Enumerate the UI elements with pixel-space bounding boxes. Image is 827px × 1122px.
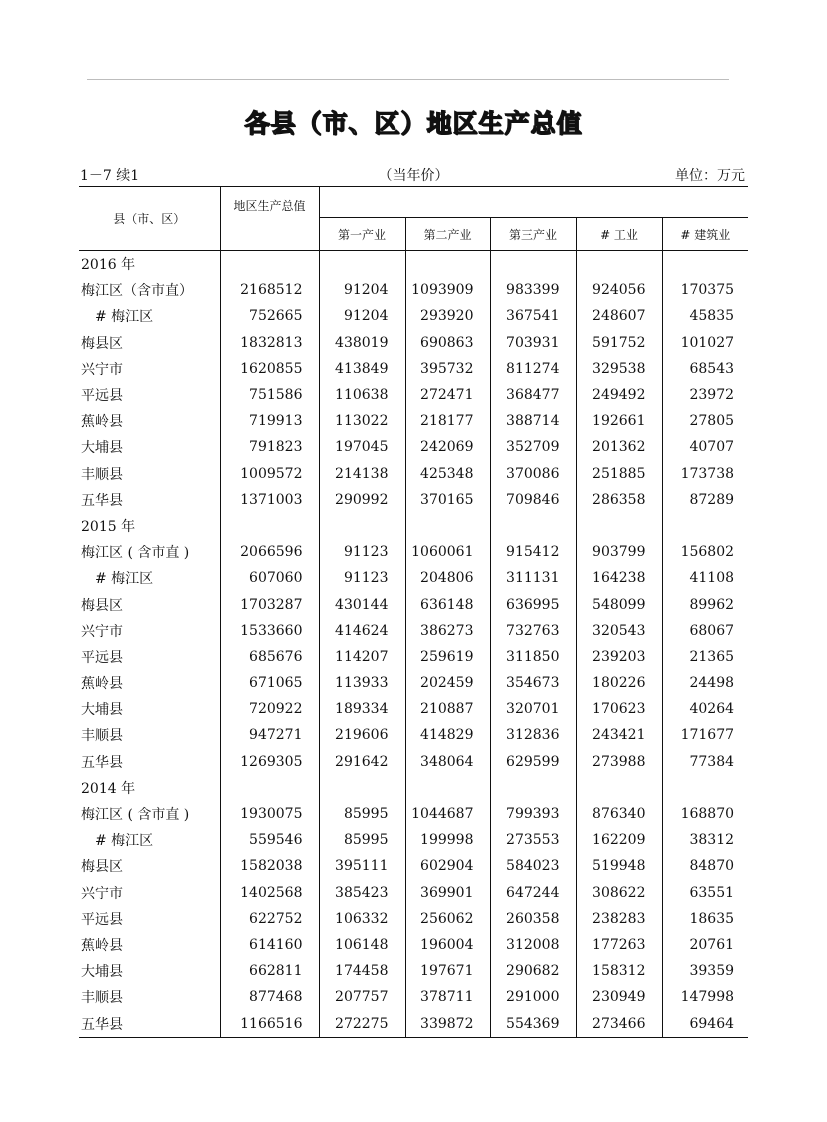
- value-cell: 162209: [576, 827, 662, 853]
- table-row: [79, 932, 748, 958]
- header-primary: 第一产业: [319, 218, 405, 251]
- empty-cell: [220, 775, 319, 801]
- county-name: # 梅江区: [79, 565, 220, 591]
- county-name: 丰顺县: [79, 461, 220, 487]
- value-cell: 339872: [405, 1010, 490, 1037]
- value-cell: 214138: [319, 461, 405, 487]
- value-cell: 249492: [576, 382, 662, 408]
- empty-cell: [220, 513, 319, 539]
- value-cell: 662811: [220, 958, 319, 984]
- county-name: 梅县区: [79, 853, 220, 879]
- empty-cell: [576, 513, 662, 539]
- value-cell: 811274: [490, 356, 576, 382]
- value-cell: 1930075: [220, 801, 319, 827]
- value-cell: 18635: [689, 910, 735, 927]
- value-cell: 751586: [220, 382, 319, 408]
- value-cell: 171677: [680, 727, 735, 744]
- value-cell: 876340: [576, 801, 662, 827]
- unit-label: 单位：万元: [675, 168, 745, 184]
- value-cell: 41108: [689, 570, 735, 587]
- value-cell: 218177: [405, 408, 490, 434]
- value-cell: 311131: [490, 565, 576, 591]
- county-name: # 梅江区: [79, 303, 220, 329]
- county-name: 蕉岭县: [79, 932, 220, 958]
- value-cell: 239203: [576, 644, 662, 670]
- county-name: 平远县: [79, 906, 220, 932]
- table-row: [79, 880, 748, 906]
- value-cell: 386273: [405, 618, 490, 644]
- value-cell: 219606: [319, 722, 405, 748]
- value-cell: 1620855: [220, 356, 319, 382]
- top-rule: [87, 79, 729, 80]
- value-cell: 720922: [220, 696, 319, 722]
- value-cell: 1009572: [220, 461, 319, 487]
- header-county: 县（市、区）: [79, 187, 220, 251]
- table-row: [79, 591, 748, 617]
- header-construction: # 建筑业: [662, 218, 748, 251]
- county-name: 丰顺县: [79, 984, 220, 1010]
- year-label: 2015 年: [79, 513, 220, 539]
- value-cell: 248607: [576, 303, 662, 329]
- value-cell: 2066596: [220, 539, 319, 565]
- county-name: 梅江区 ( 含市直 ): [79, 539, 220, 565]
- value-cell: 91123: [319, 539, 405, 565]
- value-cell: 63551: [689, 884, 735, 901]
- value-cell: 196004: [405, 932, 490, 958]
- table-row: [79, 330, 748, 356]
- empty-cell: [662, 251, 748, 278]
- year-label: 2016 年: [79, 251, 220, 278]
- county-name: 五华县: [79, 1010, 220, 1037]
- empty-cell: [490, 251, 576, 278]
- value-cell: 413849: [319, 356, 405, 382]
- county-name: 兴宁市: [79, 618, 220, 644]
- value-cell: 256062: [405, 906, 490, 932]
- value-cell: 395732: [405, 356, 490, 382]
- header-gdp: 地区生产总值: [220, 187, 319, 251]
- table-row: [79, 434, 748, 460]
- value-cell: 1402568: [220, 880, 319, 906]
- value-cell: 791823: [220, 434, 319, 460]
- county-name: 大埔县: [79, 434, 220, 460]
- value-cell: 312836: [490, 722, 576, 748]
- value-cell: 27805: [689, 413, 735, 430]
- value-cell: 1060061: [405, 539, 490, 565]
- empty-cell: [576, 775, 662, 801]
- value-cell: 607060: [220, 565, 319, 591]
- header-secondary: 第二产业: [405, 218, 490, 251]
- value-cell: 114207: [319, 644, 405, 670]
- year-row: [79, 513, 748, 539]
- value-cell: 430144: [319, 591, 405, 617]
- value-cell: 1371003: [220, 487, 319, 513]
- value-cell: 199998: [405, 827, 490, 853]
- table-row: [79, 277, 748, 303]
- value-cell: 291642: [319, 749, 405, 775]
- table-row: [79, 696, 748, 722]
- value-cell: 204806: [405, 565, 490, 591]
- value-cell: 272275: [319, 1010, 405, 1037]
- value-cell: 1269305: [220, 749, 319, 775]
- table-row: [79, 827, 748, 853]
- value-cell: 91123: [319, 565, 405, 591]
- value-cell: 614160: [220, 932, 319, 958]
- county-name: 兴宁市: [79, 356, 220, 382]
- value-cell: 308622: [576, 880, 662, 906]
- county-name: # 梅江区: [79, 827, 220, 853]
- value-cell: 414829: [405, 722, 490, 748]
- value-cell: 1093909: [405, 277, 490, 303]
- value-cell: 554369: [490, 1010, 576, 1037]
- value-cell: 272471: [405, 382, 490, 408]
- value-cell: 242069: [405, 434, 490, 460]
- value-cell: 85995: [319, 801, 405, 827]
- table-row: [79, 303, 748, 329]
- value-cell: 732763: [490, 618, 576, 644]
- empty-cell: [490, 775, 576, 801]
- table-row: [79, 644, 748, 670]
- value-cell: 91204: [319, 277, 405, 303]
- value-cell: 251885: [576, 461, 662, 487]
- county-name: 梅江区 ( 含市直 ): [79, 801, 220, 827]
- county-name: 丰顺县: [79, 722, 220, 748]
- table-row: [79, 853, 748, 879]
- value-cell: 68543: [689, 360, 735, 377]
- table-row: [79, 801, 748, 827]
- value-cell: 690863: [405, 330, 490, 356]
- value-cell: 85995: [319, 827, 405, 853]
- value-cell: 438019: [319, 330, 405, 356]
- value-cell: 709846: [490, 487, 576, 513]
- value-cell: 877468: [220, 984, 319, 1010]
- value-cell: 636148: [405, 591, 490, 617]
- value-cell: 915412: [490, 539, 576, 565]
- value-cell: 584023: [490, 853, 576, 879]
- value-cell: 947271: [220, 722, 319, 748]
- value-cell: 1533660: [220, 618, 319, 644]
- value-cell: 320543: [576, 618, 662, 644]
- empty-cell: [319, 513, 405, 539]
- value-cell: 293920: [405, 303, 490, 329]
- value-cell: 370086: [490, 461, 576, 487]
- value-cell: 286358: [576, 487, 662, 513]
- value-cell: 39359: [689, 963, 735, 980]
- value-cell: 719913: [220, 408, 319, 434]
- value-cell: 45835: [689, 308, 735, 325]
- value-cell: 106332: [319, 906, 405, 932]
- value-cell: 378711: [405, 984, 490, 1010]
- value-cell: 320701: [490, 696, 576, 722]
- value-cell: 110638: [319, 382, 405, 408]
- value-cell: 197045: [319, 434, 405, 460]
- value-cell: 238283: [576, 906, 662, 932]
- table-row: [79, 906, 748, 932]
- value-cell: 273553: [490, 827, 576, 853]
- county-name: 五华县: [79, 487, 220, 513]
- value-cell: 1582038: [220, 853, 319, 879]
- value-cell: 89962: [689, 596, 735, 613]
- county-name: 五华县: [79, 749, 220, 775]
- value-cell: 174458: [319, 958, 405, 984]
- value-cell: 329538: [576, 356, 662, 382]
- year-row: [79, 775, 748, 801]
- value-cell: 290992: [319, 487, 405, 513]
- value-cell: 752665: [220, 303, 319, 329]
- value-cell: 210887: [405, 696, 490, 722]
- header-industry: # 工业: [576, 218, 662, 251]
- value-cell: 2168512: [220, 277, 319, 303]
- county-name: 梅县区: [79, 330, 220, 356]
- value-cell: 23972: [689, 387, 735, 404]
- empty-cell: [405, 513, 490, 539]
- county-name: 平远县: [79, 382, 220, 408]
- value-cell: 370165: [405, 487, 490, 513]
- value-cell: 348064: [405, 749, 490, 775]
- header-tertiary: 第三产业: [490, 218, 576, 251]
- table-body: [79, 251, 748, 1038]
- table-row: [79, 408, 748, 434]
- value-cell: 84870: [689, 858, 735, 875]
- table-row: [79, 984, 748, 1010]
- value-cell: 173738: [680, 465, 735, 482]
- table-row: [79, 356, 748, 382]
- value-cell: 311850: [490, 644, 576, 670]
- value-cell: 21365: [689, 648, 735, 665]
- value-cell: 1166516: [220, 1010, 319, 1037]
- value-cell: 548099: [576, 591, 662, 617]
- table-row: [79, 565, 748, 591]
- value-cell: 207757: [319, 984, 405, 1010]
- empty-cell: [220, 251, 319, 278]
- table-row: [79, 461, 748, 487]
- value-cell: 180226: [576, 670, 662, 696]
- value-cell: 77384: [689, 753, 735, 770]
- value-cell: 273466: [576, 1010, 662, 1037]
- value-cell: 799393: [490, 801, 576, 827]
- value-cell: 388714: [490, 408, 576, 434]
- value-cell: 354673: [490, 670, 576, 696]
- value-cell: 189334: [319, 696, 405, 722]
- county-name: 梅县区: [79, 591, 220, 617]
- county-name: 蕉岭县: [79, 670, 220, 696]
- table-id: 1－7 续1: [80, 168, 140, 184]
- value-cell: 230949: [576, 984, 662, 1010]
- page-title: 各县（市、区）地区生产总值: [244, 109, 583, 138]
- value-cell: 147998: [680, 989, 735, 1006]
- value-cell: 519948: [576, 853, 662, 879]
- value-cell: 170375: [680, 282, 735, 299]
- value-cell: 395111: [319, 853, 405, 879]
- year-label: 2014 年: [79, 775, 220, 801]
- value-cell: 259619: [405, 644, 490, 670]
- county-name: 蕉岭县: [79, 408, 220, 434]
- value-cell: 671065: [220, 670, 319, 696]
- value-cell: 260358: [490, 906, 576, 932]
- value-cell: 170623: [576, 696, 662, 722]
- value-cell: 703931: [490, 330, 576, 356]
- value-cell: 113933: [319, 670, 405, 696]
- value-cell: 24498: [689, 675, 735, 692]
- table-row: [79, 539, 748, 565]
- value-cell: 40264: [689, 701, 735, 718]
- county-name: 大埔县: [79, 958, 220, 984]
- value-cell: 559546: [220, 827, 319, 853]
- value-cell: 91204: [319, 303, 405, 329]
- value-cell: 201362: [576, 434, 662, 460]
- value-cell: 924056: [576, 277, 662, 303]
- empty-cell: [319, 251, 405, 278]
- value-cell: 425348: [405, 461, 490, 487]
- value-cell: 629599: [490, 749, 576, 775]
- value-cell: 68067: [689, 622, 735, 639]
- empty-cell: [405, 251, 490, 278]
- value-cell: 40707: [689, 439, 735, 456]
- county-name: 大埔县: [79, 696, 220, 722]
- value-cell: 1832813: [220, 330, 319, 356]
- value-cell: 164238: [576, 565, 662, 591]
- value-cell: 158312: [576, 958, 662, 984]
- header-blank: [319, 187, 748, 218]
- county-name: 平远县: [79, 644, 220, 670]
- county-name: 梅江区（含市直）: [79, 277, 220, 303]
- table-row: [79, 382, 748, 408]
- value-cell: 385423: [319, 880, 405, 906]
- value-cell: 197671: [405, 958, 490, 984]
- price-note: （当年价）: [378, 168, 449, 184]
- value-cell: 202459: [405, 670, 490, 696]
- value-cell: 243421: [576, 722, 662, 748]
- empty-cell: [490, 513, 576, 539]
- county-name: 兴宁市: [79, 880, 220, 906]
- value-cell: 369901: [405, 880, 490, 906]
- value-cell: 312008: [490, 932, 576, 958]
- value-cell: 1044687: [405, 801, 490, 827]
- value-cell: 368477: [490, 382, 576, 408]
- value-cell: 602904: [405, 853, 490, 879]
- value-cell: 367541: [490, 303, 576, 329]
- value-cell: 273988: [576, 749, 662, 775]
- table-row: [79, 670, 748, 696]
- value-cell: 20761: [689, 936, 735, 953]
- value-cell: 1703287: [220, 591, 319, 617]
- empty-cell: [576, 251, 662, 278]
- value-cell: 101027: [680, 334, 735, 351]
- empty-cell: [662, 513, 748, 539]
- value-cell: 591752: [576, 330, 662, 356]
- value-cell: 69464: [662, 1010, 748, 1037]
- table-row: [79, 618, 748, 644]
- gdp-table: [79, 186, 748, 1038]
- value-cell: 87289: [689, 491, 735, 508]
- year-row: [79, 251, 748, 278]
- value-cell: 647244: [490, 880, 576, 906]
- value-cell: 38312: [689, 832, 735, 849]
- value-cell: 106148: [319, 932, 405, 958]
- table-row: [79, 1010, 748, 1037]
- empty-cell: [405, 775, 490, 801]
- value-cell: 168870: [680, 806, 735, 823]
- table-row: [79, 958, 748, 984]
- table-row: [79, 749, 748, 775]
- value-cell: 622752: [220, 906, 319, 932]
- value-cell: 113022: [319, 408, 405, 434]
- value-cell: 290682: [490, 958, 576, 984]
- value-cell: 177263: [576, 932, 662, 958]
- value-cell: 414624: [319, 618, 405, 644]
- value-cell: 903799: [576, 539, 662, 565]
- value-cell: 685676: [220, 644, 319, 670]
- value-cell: 291000: [490, 984, 576, 1010]
- table-row: [79, 722, 748, 748]
- table-row: [79, 487, 748, 513]
- empty-cell: [662, 775, 748, 801]
- empty-cell: [319, 775, 405, 801]
- value-cell: 192661: [576, 408, 662, 434]
- value-cell: 636995: [490, 591, 576, 617]
- value-cell: 352709: [490, 434, 576, 460]
- value-cell: 983399: [490, 277, 576, 303]
- value-cell: 156802: [680, 544, 735, 561]
